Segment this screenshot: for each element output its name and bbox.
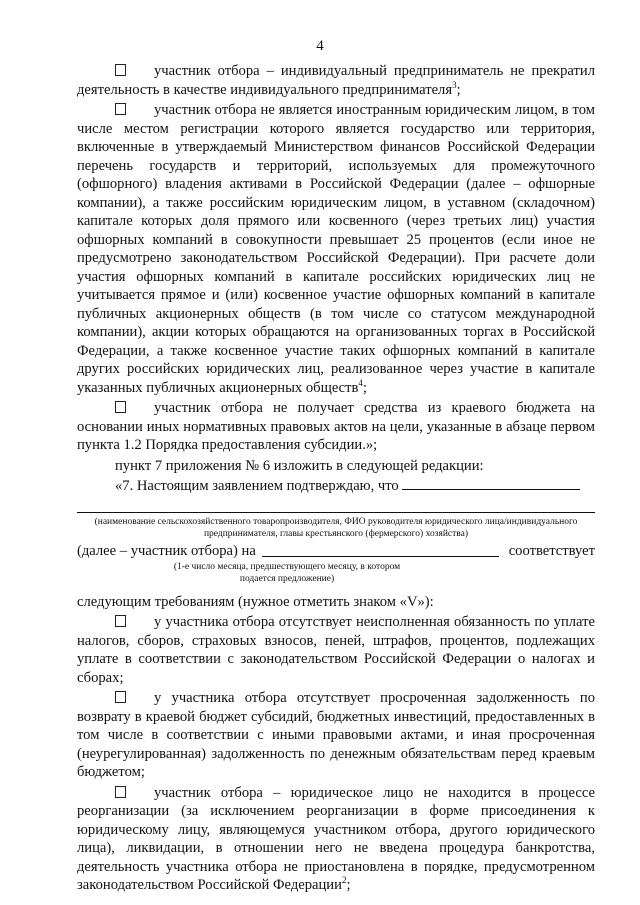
checkbox[interactable] bbox=[115, 103, 126, 115]
page-number: 4 bbox=[316, 38, 324, 54]
applicant-name-line[interactable] bbox=[77, 498, 595, 513]
checkbox[interactable] bbox=[115, 786, 126, 798]
paragraph-budget-funds: участник отбора не получает средства из краевого бюджета на основании иных нормативных правовых актов на цели, указанные в абзаце первом пункта 1.2 Порядка предоставления субсидии.»; bbox=[77, 400, 595, 453]
date-row-label: (далее – участник отбора) на bbox=[77, 543, 256, 559]
footnote-ref: 3 bbox=[452, 79, 457, 90]
date-row bbox=[77, 542, 595, 561]
paragraph-reorganization: участник отбора – юридическое лицо не находится в процессе реорганизации (за исключением реорганизации в форме присоединения к юридическому лицу, являющемуся участником отбора, другого юридического лица), ликвидации, в отношении него не введена процедура банкротства, деятельность участника отбора не приостановлена в порядке, предусмотренном законодательством Российской Федерации$^2$; bbox=[77, 784, 595, 893]
paragraph-requirements: следующим требованиям (нужное отметить знаком «V»): bbox=[77, 593, 434, 610]
date-caption: (1-е число месяца, предшествующего месяцу, в котором подается предложение) bbox=[173, 561, 401, 584]
footnote-ref: 4 bbox=[358, 377, 363, 388]
checkbox[interactable] bbox=[115, 64, 126, 76]
applicant-name-blank[interactable] bbox=[402, 477, 580, 490]
footnote-ref: 2 bbox=[341, 875, 347, 886]
paragraph-amendment: пункт 7 приложения № 6 изложить в следующей редакции: bbox=[115, 457, 484, 474]
paragraph-statement: «7. Настоящим заявлением подтверждаю, что bbox=[77, 477, 595, 496]
checkbox[interactable] bbox=[115, 691, 126, 703]
paragraph-entrepreneur: участник отбора – индивидуальный предприниматель не прекратил деятельность в качестве индивидуального предпринимателя$^3$; bbox=[77, 63, 595, 98]
paragraph-offshore: участник отбора не является иностранным юридическим лицом, в том числе местом регистрации которого является государство или территория, включенные в утверждаемый Министерством финансов Российской Федерации перечень государств и территорий, используемых для промежуточного (офшорного) владения активами в Российской Федерации (далее – офшорные компании), а также российским юридическим лицом, в уставном (складочном) капитале которых доля прямого или косвенного (через третьих лиц) участия офшорных компаний в совокупности превышает 25 процентов (если иное не предусмотрено законодательством Российской Федерации). При расчете доли участия офшорных компаний в капитале российских юридических лиц не учитывается прямое и (или) косвенное участие офшорных компаний в капитале публичных акционерных обществ (в том числе со статусом международной компании), акции которых обращаются на организованных торгах в Российской Федерации, а также косвенное участие таких офшорных компаний в капитале других российских юридических лиц, реализованное через участие в капитале указанных публичных акционерных обществ$^4$; bbox=[77, 102, 595, 396]
document-body bbox=[77, 62, 595, 897]
paragraph-debt: у участника отбора отсутствует просроченная задолженность по возврату в краевой бюджет субсидий, бюджетных инвестиций, предоставленных в том числе в соответствии с иными правовыми актами, и иная просроченная (неурегулированная) задолженность по денежным обязательствам перед краевым бюджетом; bbox=[77, 690, 595, 780]
paragraph-taxes: у участника отбора отсутствует неисполненная обязанность по уплате налогов, сборов, страховых взносов, пеней, штрафов, процентов, подлежащих уплате в соответствии с законодательством Российской Федерации о налогах и сборах; bbox=[77, 614, 595, 686]
checkbox[interactable] bbox=[115, 615, 126, 627]
date-row-suffix: соответствует bbox=[508, 543, 595, 559]
date-blank[interactable] bbox=[262, 542, 499, 557]
checkbox[interactable] bbox=[115, 401, 126, 413]
applicant-name-caption: (наименование сельскохозяйственного товаропроизводителя, ФИО руководителя юридического лица/индивидуального предпринимателя, главы крестьянского (фермерского) хозяйства) bbox=[94, 516, 578, 539]
